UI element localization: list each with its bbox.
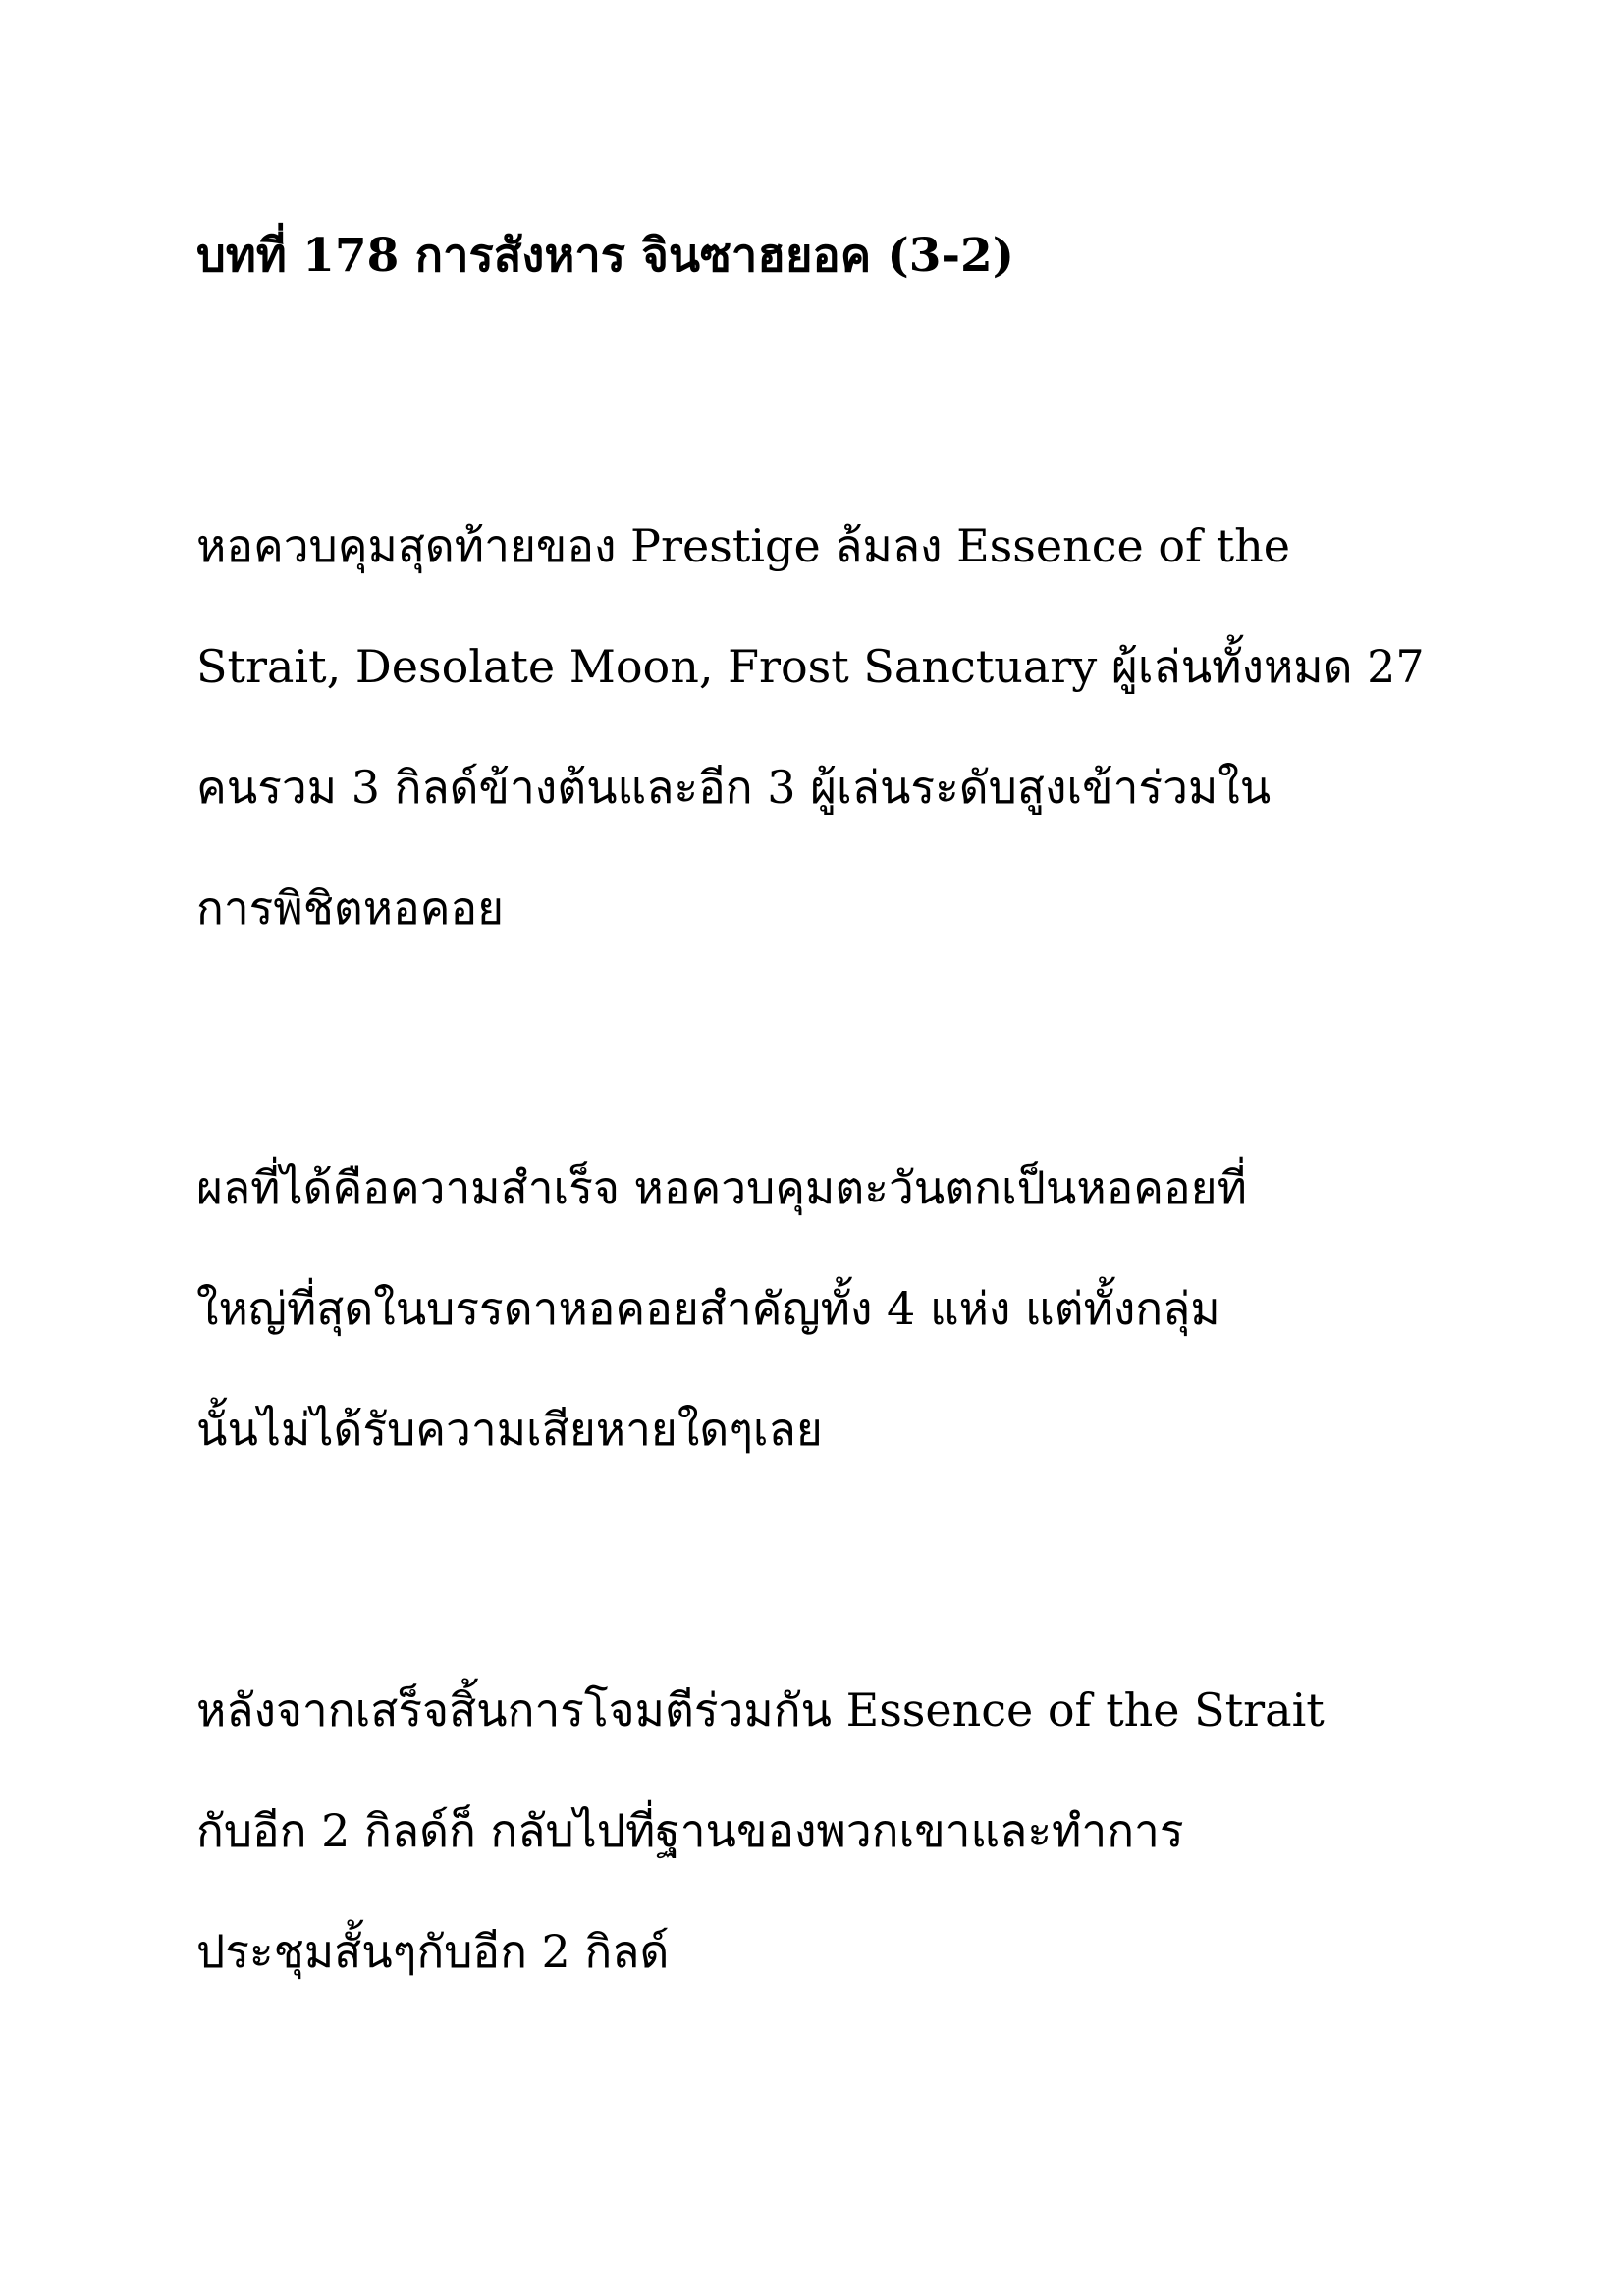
paragraph-line: ใหญ่ที่สุดในบรรดาหอคอยสำคัญทั้ง 4 แห่ง แต่ทั้งกลุ่ม	[196, 1282, 1220, 1335]
paragraph-line: ผลที่ได้คือความสำเร็จ หอควบคุมตะวันตกเป็นหอคอยที่	[196, 1161, 1247, 1214]
paragraph-line: หลังจากเสร็จสิ้นการโจมตีร่วมกัน Essence of the Strait	[196, 1683, 1325, 1736]
paragraph-line: กับอีก 2 กิลด์ก็ กลับไปที่ฐานของพวกเขาและทำการ	[196, 1804, 1184, 1857]
paragraph-line: นั้นไม่ได้รับความเสียหายใดๆเลย	[196, 1403, 823, 1456]
paragraph-line: หอควบคุมสุดท้ายของ Prestige ล้มลง Essence of the	[196, 519, 1291, 572]
paragraph-2	[196, 1128, 1463, 1490]
paragraph-3	[196, 1650, 1463, 2012]
paragraph-1	[196, 486, 1463, 969]
paragraph-line: Strait, Desolate Moon, Frost Sanctuary ผู้เล่นทั้งหมด 27	[196, 640, 1425, 693]
paragraph-line: การพิชิตหอคอย	[196, 881, 505, 934]
chapter-title: บทที่ 178 การสังหาร จินซาฮยอค (3-2)	[196, 229, 1014, 283]
paragraph-line: ประชุมสั้นๆกับอีก 2 กิลด์	[196, 1925, 670, 1978]
paragraph-line: คนรวม 3 กิลด์ข้างต้นและอีก 3 ผู้เล่นระดับสูงเข้าร่วมใน	[196, 761, 1272, 814]
